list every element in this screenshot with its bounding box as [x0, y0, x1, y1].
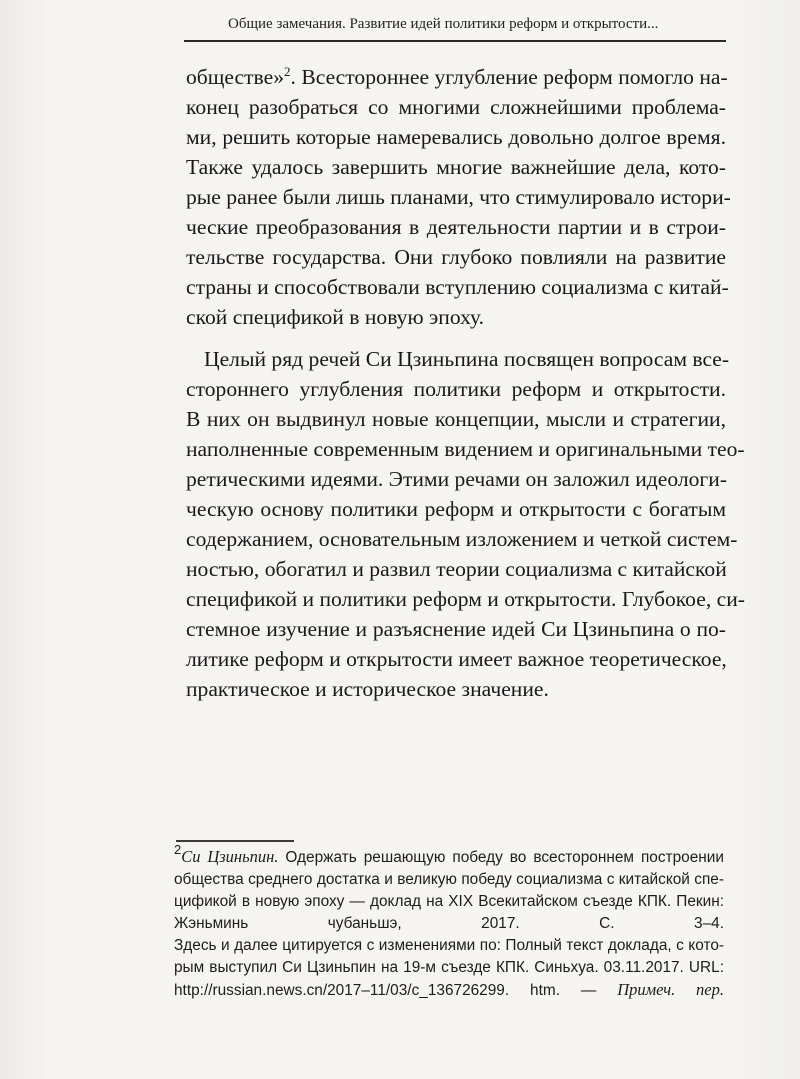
footnote-line: Здесь и далее цитируется с изменениями по: Полный текст доклада, с кото- [174, 937, 724, 954]
footnote-line [174, 842, 724, 869]
text-line: конец разобраться со многими сложнейшими проблема- [186, 95, 726, 119]
text-line: Целый ряд речей Си Цзиньпина посвящен вопросам все- [204, 347, 730, 371]
text-line: ской спецификой в новую эпоху. [186, 305, 485, 329]
text-fragment: Одержать решающую победу во всестороннем построении [278, 849, 724, 866]
text-line: стемное изучение и разъяснение идей Си Цзиньпина о по- [186, 617, 726, 641]
text-line: Также удалось завершить многие важнейшие дела, кото- [186, 155, 726, 179]
text-line: стороннего углубления политики реформ и открытости. [186, 377, 726, 401]
footnote-line: общества среднего достатка и великую победу социализма с китайской спе- [174, 871, 724, 888]
footnote-author: Си Цзиньпин. [181, 847, 279, 866]
footnote-rule [176, 840, 294, 842]
footnote-url[interactable]: http://russian.news.cn/2017–11/03/c_136726299. htm. — [174, 982, 618, 999]
text-line: ретическими идеями. Этими речами он заложил идеологи- [186, 467, 728, 491]
footnote-reference[interactable]: 2 [284, 64, 291, 79]
text-line: В них он выдвинул новые концепции, мысли и стратегии, [186, 407, 726, 431]
footnote-line: цификой в новую эпоху — доклад на XIX Всекитайском съезде КПК. Пекин: [174, 893, 724, 910]
text-line: тельстве государства. Они глубоко повлияли на развитие [186, 245, 726, 269]
text-fragment: . Всестороннее углубление реформ помогло на- [290, 65, 728, 89]
text-line: ческую основу политики реформ и открытости с богатым [186, 497, 726, 521]
paragraph-1 [186, 62, 731, 332]
text-line: практическое и историческое значение. [186, 677, 549, 701]
footnote-number: 2 [174, 842, 182, 857]
main-text [186, 62, 745, 704]
text-line: страны и способствовали вступлению социализма с китай- [186, 275, 729, 299]
text-line: содержанием, основательным изложением и четкой систем- [186, 527, 738, 551]
text-line: литике реформ и открытости имеет важное теоретическое, [186, 647, 727, 671]
paragraph-2 [186, 344, 745, 704]
text-fragment: обществе» [186, 65, 285, 89]
text-line: спецификой и политики реформ и открытости. Глубокое, си- [186, 587, 745, 611]
header-rule [184, 40, 726, 42]
footnote-line: рым выступил Си Цзиньпин на 19-м съезде КПК. Синьхуа. 03.11.2017. URL: [174, 959, 724, 976]
text-line: ми, решить которые намеревались довольно долгое время. [186, 125, 726, 149]
text-line [186, 62, 726, 92]
footnote-line [174, 979, 724, 1002]
running-head: Общие замечания. Развитие идей политики реформ и открытости... [228, 16, 659, 32]
text-line: ческие преобразования в деятельности партии и в строи- [186, 215, 726, 239]
text-line: рые ранее были лишь планами, что стимулировало истори- [186, 185, 731, 209]
footnote-line: Жэньминь чубаньшэ, 2017. С. 3–4. [174, 915, 724, 932]
text-line: ностью, обогатил и развил теории социализма с китайской [186, 557, 727, 581]
footnote-2 [174, 842, 725, 1002]
translator-note: Примеч. пер. [617, 980, 725, 999]
text-line: наполненные современным видением и оригинальными тео- [186, 437, 745, 461]
